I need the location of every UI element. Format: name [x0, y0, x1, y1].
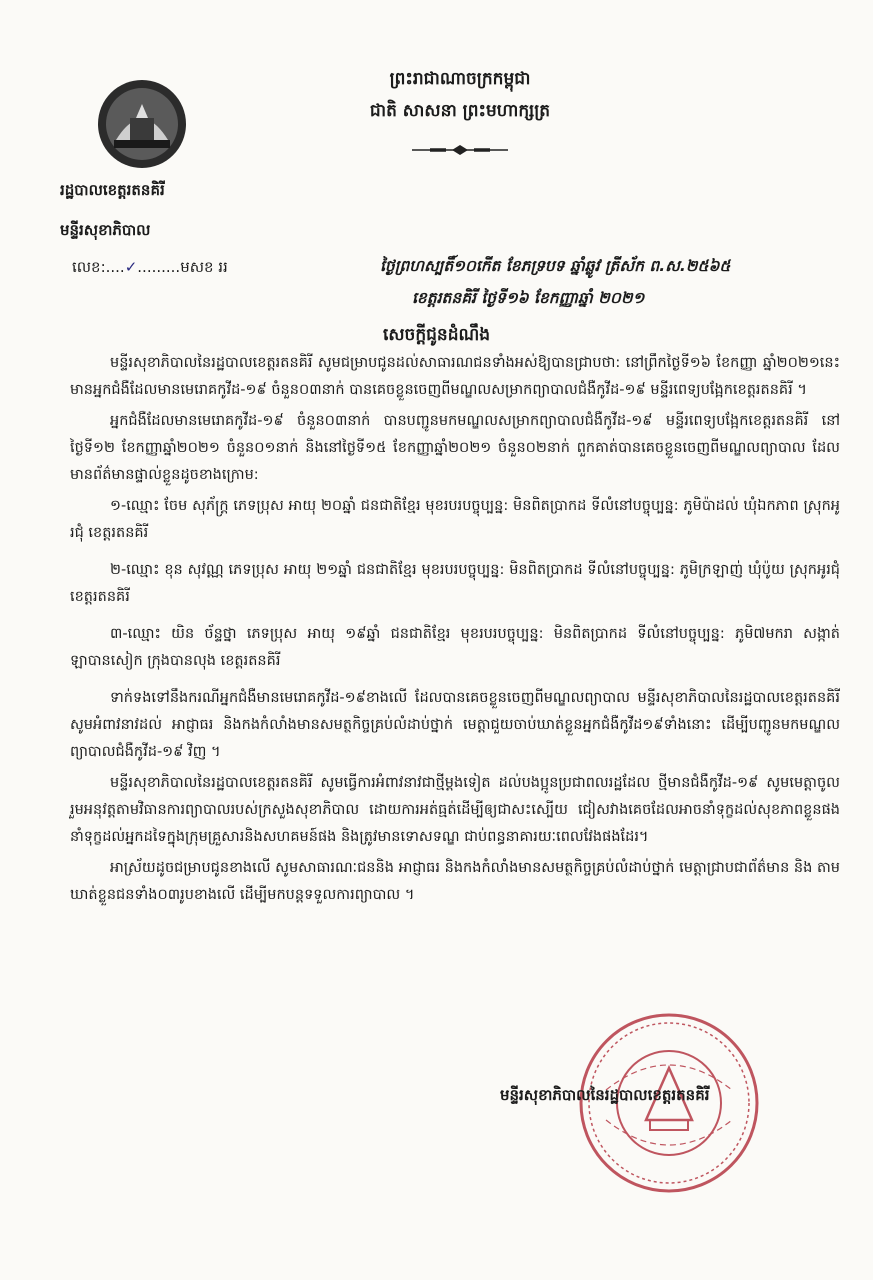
provincial-emblem-icon — [96, 78, 188, 170]
body-paragraph: មន្ទីរសុខាភិបាលនៃរដ្ឋបាលខេត្តរតនគិរី សូមធ្វើការអំពាវនាវជាថ្មីម្តងទៀត ដល់បងប្អូនប្រជាពលរដ្ឋដែល ថ្មីមានជំងឺកូវីដ-១៩ សូមមេត្តាចូលរួមអនុវត្តតាមវិធានការព្យាបាលរបស់ក្រសួងសុខាភិបាល ដោយការអត់ធ្មត់ដើម្បីឲ្យជាសះស្បើយ ជៀសវាងគេចដែលអាចនាំទុក្ខដល់សុខភាពខ្លួនផង នាំទុក្ខដល់អ្នកដទៃក្នុងក្រុមគ្រួសារនិងសហគមន៍ផង និងត្រូវមានទោសទណ្ឌ ជាប់ពន្ធនាគារយៈពេលវែងផងដែរ។ — [70, 775, 840, 845]
notice-title: សេចក្តីជូនដំណឹង — [382, 325, 491, 345]
body-paragraph: អ្នកជំងឺដែលមានមេរោគកូវីដ-១៩ ចំនួន០៣នាក់ បានបញ្ជូនមកមណ្ឌលសម្រាកព្យាបាលជំងឺកូវីដ-១៩ មន្ទីរពេទ្យបង្អែកខេត្តរតនគិរី នៅថ្ងៃទី១២ ខែកញ្ញាឆ្នាំ២០២១ ចំនួន០១នាក់ និងនៅថ្ងៃទី១៥ ខែកញ្ញាឆ្នាំ២០២១ ចំនួន០២នាក់ ពួកគាត់បានគេចខ្លួនចេញពីមណ្ឌលព្យាបាល ដែលមានព័ត៌មានផ្ទាល់ខ្លួនដូចខាងក្រោម: — [70, 413, 840, 483]
divider-ornament-icon — [408, 143, 512, 157]
signatory: មន្ទីរសុខាភិបាលនៃរដ្ឋបាលខេត្តរតនគិរី — [500, 1086, 710, 1104]
department-name: មន្ទីរសុខាភិបាល — [60, 221, 151, 239]
reference-number: លេខ:....✓.........មសខ ររ — [72, 258, 228, 276]
body-paragraph: ទាក់ទងទៅនឹងករណីអ្នកជំងឺមានមេរោគកូវីដ-១៩ខាងលើ ដែលបានគេចខ្លួនចេញពីមណ្ឌលព្យាបាល មន្ទីរសុខាភិបាលនៃរដ្ឋបាលខេត្តរតនគិរី សូមអំពាវនាវដល់ អាជ្ញាធរ និងកងកំលាំងមានសមត្ថកិច្ចគ្រប់លំដាប់ថ្នាក់ មេត្តាជួយចាប់ឃាត់ខ្លួនអ្នកជំងឺកូវីដ១៩ទាំងនោះ ដើម្បីបញ្ជូនមកមណ្ឌលព្យាបាលជំងឺកូវីដ-១៩ វិញ ។ — [70, 690, 840, 760]
body-paragraph: អាស្រ័យដូចជម្រាបជូនខាងលើ សូមសាធារណៈជននិង អាជ្ញាធរ និងកងកំលាំងមានសមត្ថកិច្ចគ្រប់លំដាប់ថ្នាក់ មេត្តាជ្រាបជាព័ត៌មាន និង តាមឃាត់ខ្លួនជនទាំង០៣រូបខាងលើ ដើម្បីមកបន្តទទួលការព្យាបាល ។ — [70, 860, 840, 903]
body-paragraph: មន្ទីរសុខាភិបាលនៃរដ្ឋបាលខេត្តរតនគិរី សូមជម្រាបជូនដល់សាធារណជនទាំងអស់ឱ្យបានជ្រាបថា: នៅព្រឹកថ្ងៃទី១៦ ខែកញ្ញា ឆ្នាំ២០២១នេះ មានអ្នកជំងឺដែលមានមេរោគកូវីដ-១៩ ចំនួន០៣នាក់ បានគេចខ្លួនចេញពីមណ្ឌលសម្រាកព្យាបាលជំងឺកូវីដ-១៩ មន្ទីរពេទ្យបង្អែកខេត្តរតនគិរី ។ — [70, 355, 840, 398]
national-motto: ជាតិ សាសនា ព្រះមហាក្សត្រ — [369, 101, 551, 121]
solar-date: ខេត្តរតនគិរី ថ្ងៃទី១៦ ខែកញ្ញាឆ្នាំ ២០២១ — [412, 289, 645, 307]
administration-name: រដ្ឋបាលខេត្តរតនគិរី — [60, 181, 165, 199]
person-entry: ១-ឈ្មោះ ចែម សុភ័ក្ត្រ ភេទប្រុស អាយុ ២០ឆ្នាំ ជនជាតិខ្មែរ មុខរបរបច្ចុប្បន្ន: មិនពិតប្រាកដ ទីលំនៅបច្ចុប្បន្ន: ភូមិប៉ាដល់ ឃុំឯកភាព ស្រុកអូរជុំ ខេត្តរតនគិរី — [70, 498, 840, 541]
notice-body — [70, 350, 840, 913]
lunar-date: ថ្ងៃព្រហស្បតិ៍១០កើត ខែភទ្របទ ឆ្នាំឆ្លូវ ត្រីស័ក ព.ស.២៥៦៥ — [380, 257, 731, 275]
person-entry: ២-ឈ្មោះ ខុន សុវណ្ណ ភេទប្រុស អាយុ ២១ឆ្នាំ ជនជាតិខ្មែរ មុខរបរបច្ចុប្បន្ន: មិនពិតប្រាកដ ទីលំនៅបច្ចុប្បន្ន: ភូមិក្រឡាញ់ ឃុំប៉ូយ ស្រុកអូរជុំ ខេត្តរតនគិរី — [70, 562, 840, 605]
tick-mark-icon: ✓ — [124, 258, 138, 276]
person-entry: ៣-ឈ្មោះ យិន ច័ន្ទថ្នា ភេទប្រុស អាយុ ១៩ឆ្នាំ ជនជាតិខ្មែរ មុខរបរបច្ចុប្បន្ន: មិនពិតប្រាកដ ទីលំនៅបច្ចុប្បន្ន: ភូមិ៧មករា សង្កាត់ឡាបានសៀក ក្រុងបានលុង ខេត្តរតនគិរី — [70, 626, 840, 669]
kingdom-heading: ព្រះរាជាណាចក្រកម្ពុជា — [389, 69, 531, 89]
